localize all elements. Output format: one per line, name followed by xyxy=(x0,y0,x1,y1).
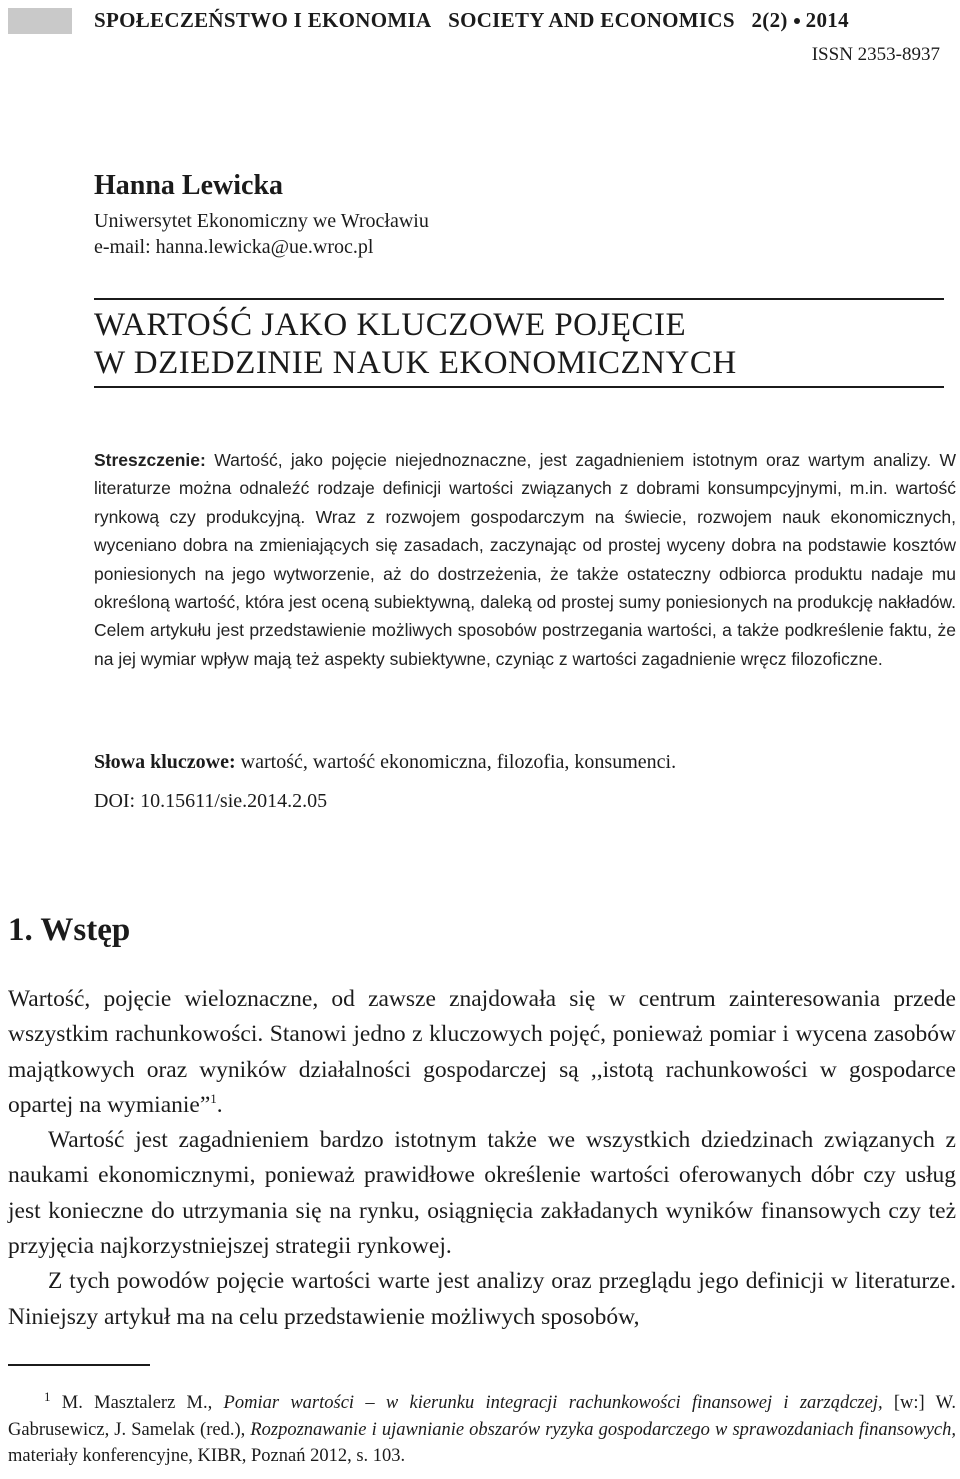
journal-name-en: SOCIETY AND ECONOMICS xyxy=(448,8,735,32)
title-rule-top xyxy=(94,298,944,300)
section-heading: 1. Wstęp xyxy=(8,912,131,948)
footnote-ref[interactable]: 1 xyxy=(210,1091,217,1107)
footnote-rule xyxy=(8,1364,150,1366)
footnote-title2: Rozpoznawanie i ujawnianie obszarów ryzyka gospodarczego w sprawozdaniach finansowych, xyxy=(250,1419,956,1440)
issn: ISSN 2353-8937 xyxy=(811,44,940,65)
header-gray-block xyxy=(8,8,72,34)
paragraph-3: Z tych powodów pojęcie wartości warte jest analizy oraz przeglądu jego definicji w literaturze. Niniejszy artykuł ma na celu przedstawienie możliwych sposobów, xyxy=(8,1268,956,1330)
author-email: e-mail: hanna.lewicka@ue.wroc.pl xyxy=(94,236,374,258)
abstract xyxy=(94,446,956,673)
journal-header xyxy=(94,8,849,33)
article-title-line1: WARTOŚĆ JAKO KLUCZOWE POJĘCIE xyxy=(94,307,687,343)
footnote-title1: Pomiar wartości – w kierunku integracji rachunkowości finansowej i zarządczej, xyxy=(223,1393,883,1413)
bullet-icon xyxy=(794,18,800,24)
journal-name-pl: SPOŁECZEŃSTWO I EKONOMIA xyxy=(94,8,432,32)
abstract-label: Streszczenie: xyxy=(94,450,206,470)
keywords-text: wartość, wartość ekonomiczna, filozofia, konsumenci. xyxy=(240,751,677,773)
abstract-text: Wartość, jako pojęcie niejednoznaczne, jest zagadnieniem istotnym oraz wartym analizy. W literaturze można odnaleźć rodzaje definicji wartości związanych z dobrami konsumpcyjnymi, m.in. wartość rynkową czy produkcyjną. Wraz z rozwojem gospodarczym na świecie, rozwojem nauk ekonomicznych, wyceniano dobra na zmieniających się zasadach, zaczynając od prostej wyceny dobra na podstawie kosztów poniesionych na jego wytworzenie, aż do dostrzeżenia, że także ostateczny odbiorca produktu nadaje mu określoną wartość, która jest oceną subiektywną, daleką od prostej sumy poniesionych na produkcję nakładów. Celem artykułu jest przedstawienie możliwych sposobów postrzegania wartości, a także podkreślenie faktu, że na jej wymiar wpływ mają też aspekty subiektywne, czyniąc z wartości zagadnienie wręcz filozoficzne. xyxy=(94,450,956,669)
keywords xyxy=(94,748,956,776)
keywords-label: Słowa kluczowe: xyxy=(94,751,236,773)
article-title xyxy=(94,306,737,382)
footnote-author: M. Masztalerz M., xyxy=(61,1393,213,1413)
footnote-in: [w:] W. Gabrusewicz, J. Samelak (red.), xyxy=(8,1393,957,1440)
body-text xyxy=(8,982,956,1335)
footnote xyxy=(8,1390,956,1470)
paragraph-1: Wartość, pojęcie wieloznaczne, od zawsze znajdowała się w centrum zainteresowania przede wszystkim rachunkowości. Stanowi jedno z kluczowych pojęć, ponieważ pomiar i wycena zasobów majątkowych oraz wyników działalności gospodarczej są ,,istotą rachunkowości w gospodarce opartej na wymianie”$^1$. xyxy=(8,986,956,1118)
author-name: Hanna Lewicka xyxy=(94,170,284,201)
journal-issue: 2(2) xyxy=(751,8,788,32)
journal-year: 2014 xyxy=(805,8,849,32)
paragraph-2: Wartość jest zagadnieniem bardzo istotnym także we wszystkich dziedzinach związanych z naukami ekonomicznymi, ponieważ prawidłowe określenie wartości oferowanych dóbr czy usług jest konieczne do utrzymania się na rynku, osiągnięcia zakładanych wyników finansowych czy też przyjęcia najkorzystniejszej strategii rynkowej. xyxy=(8,1127,956,1260)
doi: DOI: 10.15611/sie.2014.2.05 xyxy=(94,790,328,812)
footnote-rest: materiały konferencyjne, KIBR, Poznań 2012, s. 103. xyxy=(8,1446,406,1467)
author-affiliation: Uniwersytet Ekonomiczny we Wrocławiu xyxy=(94,210,429,232)
article-title-line2: W DZIEDZINIE NAUK EKONOMICZNYCH xyxy=(94,345,737,381)
title-rule-bottom xyxy=(94,386,944,388)
footnote-number: 1 xyxy=(44,1388,51,1404)
